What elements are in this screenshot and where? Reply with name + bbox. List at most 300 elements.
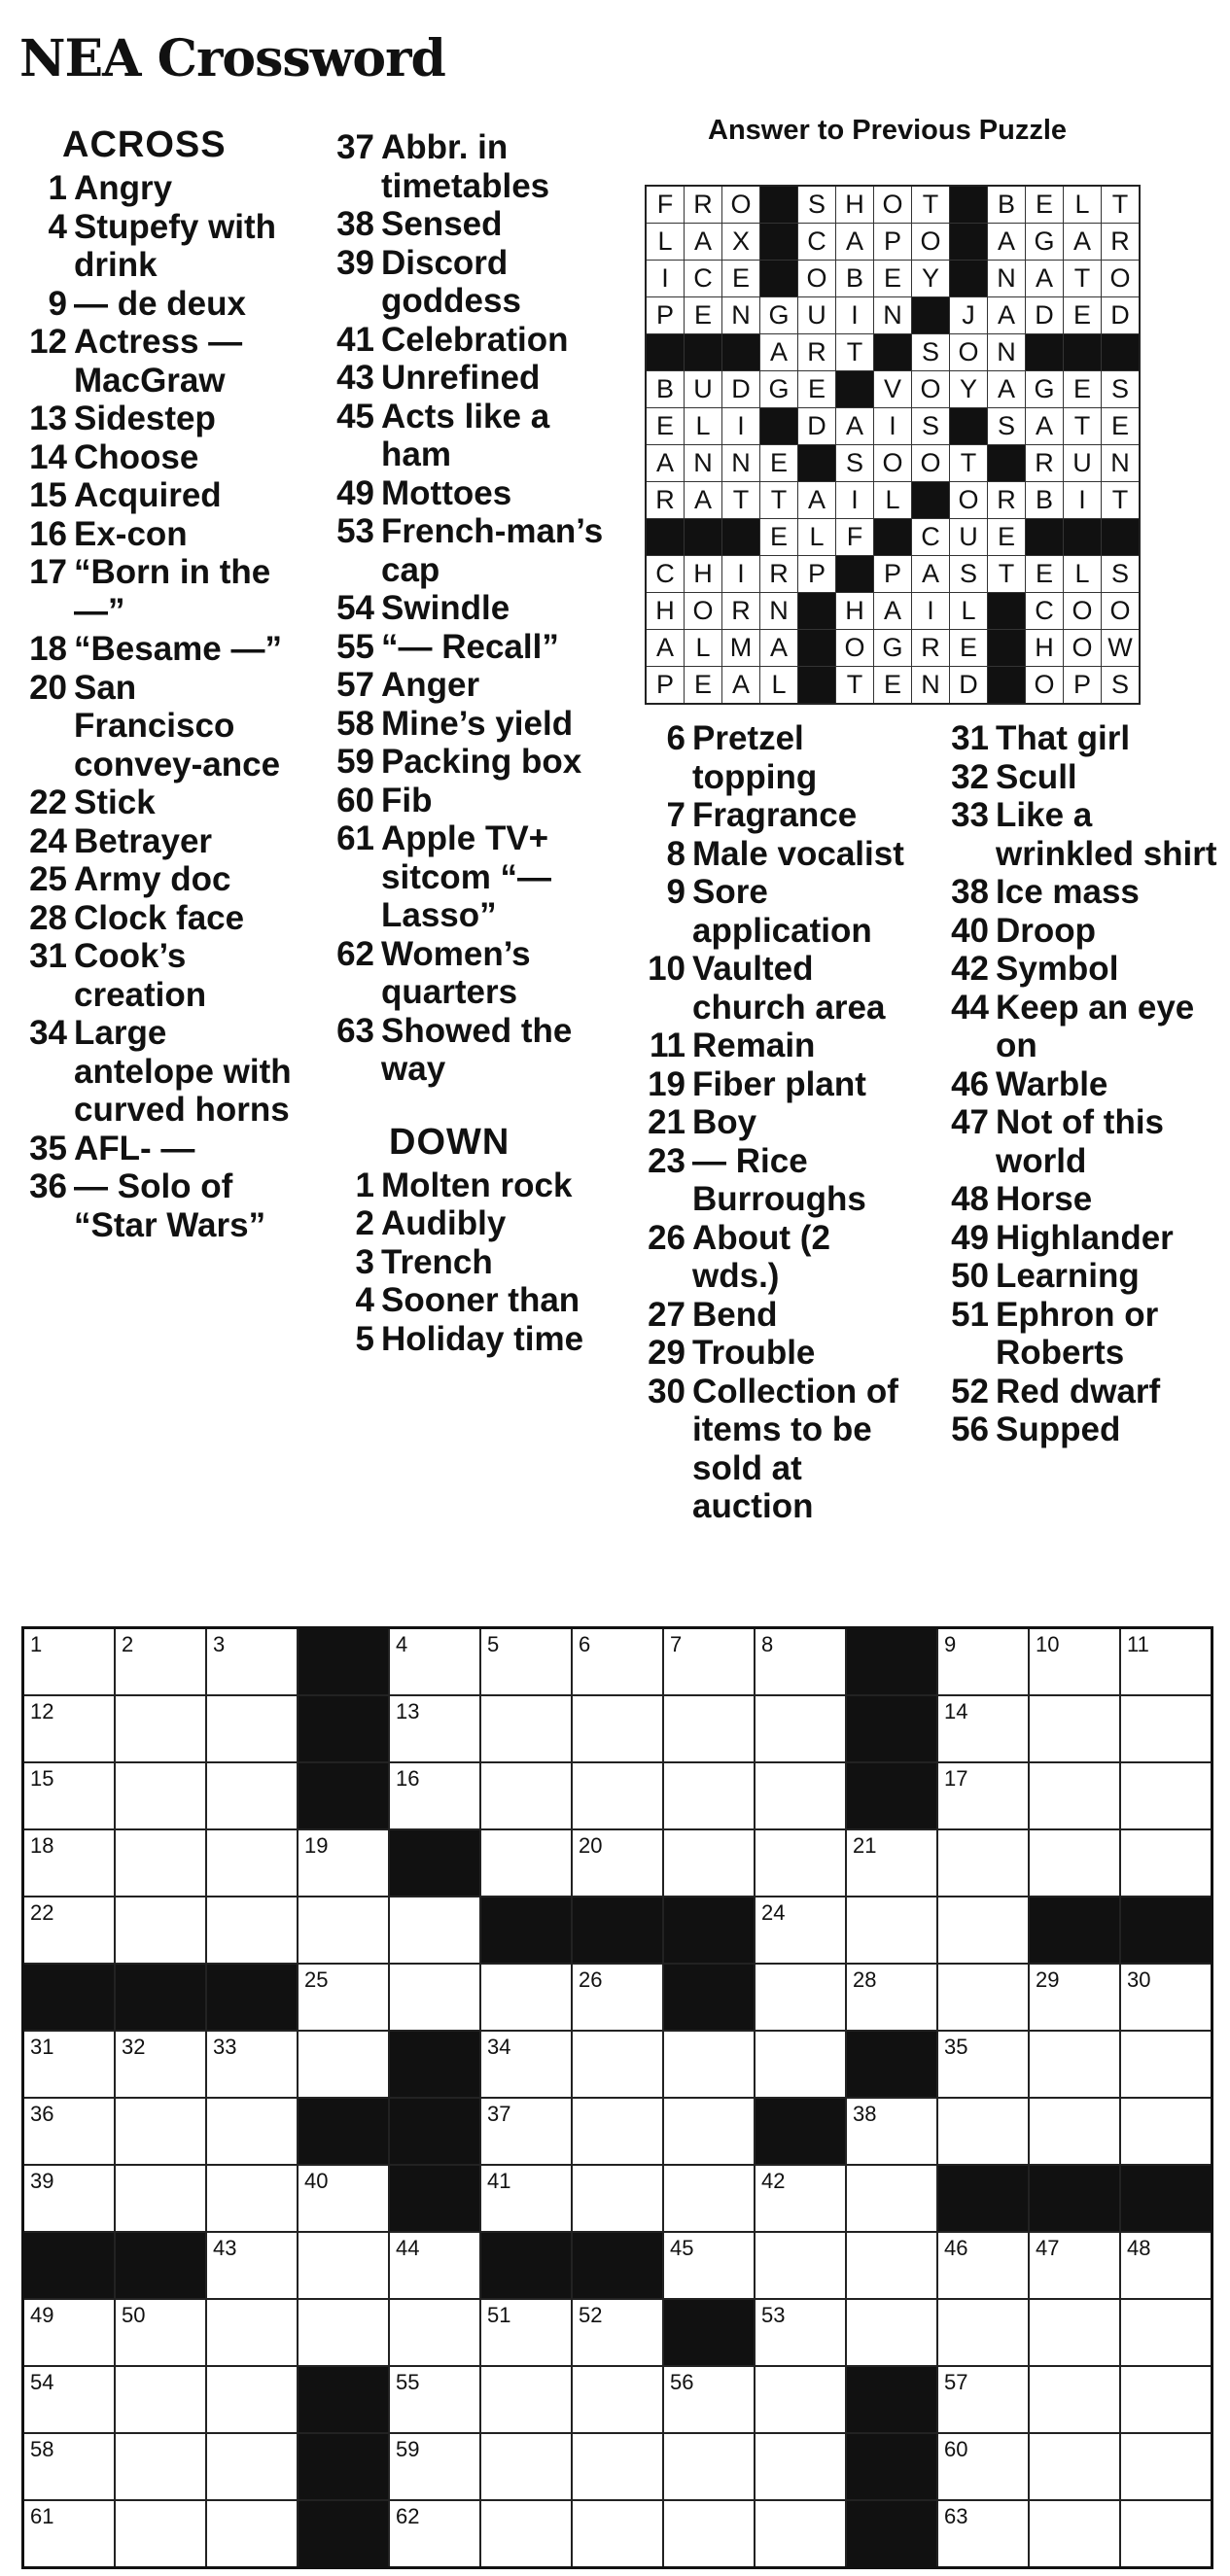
previous-answer-letter: N	[988, 334, 1026, 371]
grid-cell[interactable]	[846, 1964, 937, 2031]
grid-cell[interactable]	[755, 1897, 846, 1964]
grid-cell[interactable]	[206, 1628, 298, 1696]
cell-number: 47	[1036, 2236, 1060, 2260]
grid-cell[interactable]	[937, 2500, 1029, 2568]
previous-answer-letter: P	[874, 556, 912, 593]
grid-cell[interactable]	[937, 1762, 1029, 1829]
clue	[14, 169, 305, 208]
clue-text: Pretzel topping	[692, 719, 818, 796]
grid-cell[interactable]	[663, 2366, 755, 2433]
previous-black-square	[722, 519, 760, 556]
clue-text: Collection of items to be sold at auction	[692, 1372, 898, 1525]
previous-answer-letter: A	[798, 482, 836, 519]
previous-answer-letter: E	[1064, 297, 1102, 334]
clue-text: — de deux	[74, 284, 246, 323]
grid-cell[interactable]	[937, 1897, 1029, 1964]
previous-answer-letter: O	[1064, 593, 1102, 630]
grid-cell[interactable]	[663, 1628, 755, 1696]
grid-cell[interactable]	[1029, 1628, 1120, 1696]
black-square	[846, 2366, 937, 2433]
previous-answer-letter: O	[912, 445, 950, 482]
previous-answer-letter: X	[722, 224, 760, 261]
previous-answer-letter: E	[760, 519, 798, 556]
grid-cell[interactable]	[115, 1628, 206, 1696]
black-square	[389, 2098, 480, 2165]
grid-cell[interactable]	[389, 1964, 480, 2031]
grid-cell[interactable]	[389, 2433, 480, 2500]
previous-grid-row	[646, 519, 1140, 556]
clue-text: Army doc	[74, 860, 231, 898]
grid-cell[interactable]	[1120, 2366, 1212, 2433]
previous-answer-letter: B	[1026, 482, 1064, 519]
grid-cell[interactable]	[1029, 2232, 1120, 2299]
grid-cell[interactable]	[846, 1829, 937, 1897]
grid-cell[interactable]	[389, 1695, 480, 1762]
clue-number: 20	[29, 668, 67, 707]
grid-cell[interactable]	[846, 2232, 937, 2299]
previous-black-square	[1064, 519, 1102, 556]
previous-answer-letter: O	[1102, 593, 1141, 630]
grid-cell[interactable]	[937, 1964, 1029, 2031]
grid-cell[interactable]	[115, 2299, 206, 2366]
clue	[14, 208, 305, 285]
previous-answer-letter: A	[685, 224, 722, 261]
grid-cell[interactable]	[23, 2165, 116, 2232]
grid-cell[interactable]	[115, 2098, 206, 2165]
previous-answer-letter: C	[1026, 593, 1064, 630]
previous-answer-letter: T	[988, 556, 1026, 593]
previous-black-square	[912, 297, 950, 334]
grid-cell[interactable]	[480, 2366, 572, 2433]
grid-cell[interactable]	[755, 1695, 846, 1762]
clue	[321, 359, 613, 398]
previous-answer-letter: A	[836, 408, 874, 445]
grid-cell[interactable]	[480, 1628, 572, 1696]
grid-cell[interactable]	[298, 2165, 389, 2232]
previous-answer-letter: S	[836, 445, 874, 482]
black-square	[937, 2165, 1029, 2232]
previous-answer-letter: I	[836, 297, 874, 334]
grid-cell[interactable]	[755, 2165, 846, 2232]
clue-text: Ex-con	[74, 514, 188, 553]
grid-cell[interactable]	[755, 2500, 846, 2568]
clue-number: 63	[336, 1011, 374, 1050]
previous-answer-letter: H	[685, 556, 722, 593]
clue-number: 45	[336, 397, 374, 435]
clue	[632, 1065, 924, 1104]
grid-cell[interactable]	[480, 1695, 572, 1762]
grid-cell[interactable]	[755, 2031, 846, 2098]
previous-answer-letter: W	[1102, 630, 1141, 667]
grid-cell[interactable]	[1029, 2299, 1120, 2366]
grid-cell[interactable]	[298, 2299, 389, 2366]
previous-answer-letter: H	[646, 593, 685, 630]
grid-cell[interactable]	[572, 1695, 663, 1762]
clue-number: 1	[48, 169, 67, 207]
previous-answer-letter: E	[760, 445, 798, 482]
previous-answer-letter: N	[874, 297, 912, 334]
grid-row	[23, 2500, 1212, 2568]
grid-cell[interactable]	[572, 2031, 663, 2098]
clue-number: 16	[29, 514, 67, 553]
clue	[14, 515, 305, 554]
grid-cell[interactable]	[206, 2299, 298, 2366]
grid-cell[interactable]	[480, 2165, 572, 2232]
down-heading: DOWN	[389, 1121, 510, 1163]
clue-text: Unrefined	[381, 359, 541, 397]
grid-cell[interactable]	[23, 2500, 116, 2568]
clue-number: 23	[648, 1141, 685, 1180]
grid-cell[interactable]	[1029, 1829, 1120, 1897]
previous-answer-letter: L	[646, 224, 685, 261]
black-square	[1029, 1897, 1120, 1964]
previous-grid-row	[646, 334, 1140, 371]
grid-cell[interactable]	[206, 2366, 298, 2433]
grid-cell[interactable]	[663, 2433, 755, 2500]
grid-cell[interactable]	[23, 2299, 116, 2366]
previous-answer-letter: B	[988, 186, 1026, 224]
clue-number: 51	[951, 1295, 989, 1334]
grid-cell[interactable]	[23, 1628, 116, 1696]
clue-number: 30	[648, 1372, 685, 1410]
grid-cell[interactable]	[1029, 2500, 1120, 2568]
grid-cell[interactable]	[115, 1897, 206, 1964]
previous-answer-letter: B	[646, 371, 685, 408]
previous-answer-letter: H	[836, 186, 874, 224]
grid-cell[interactable]	[1120, 1964, 1212, 2031]
grid-cell[interactable]	[937, 2232, 1029, 2299]
grid-cell[interactable]	[389, 1897, 480, 1964]
grid-cell[interactable]	[115, 2433, 206, 2500]
clue	[321, 1320, 613, 1359]
grid-cell[interactable]	[389, 1628, 480, 1696]
grid-cell[interactable]	[480, 2299, 572, 2366]
grid-cell[interactable]	[937, 1829, 1029, 1897]
grid-cell[interactable]	[846, 2098, 937, 2165]
previous-grid-row	[646, 224, 1140, 261]
cell-number: 43	[213, 2236, 237, 2260]
grid-cell[interactable]	[1120, 1695, 1212, 1762]
grid-cell[interactable]	[115, 1829, 206, 1897]
previous-answer-letter: R	[798, 334, 836, 371]
cell-number: 16	[396, 1766, 420, 1791]
cell-number: 4	[396, 1632, 408, 1656]
previous-answer-letter: C	[685, 261, 722, 297]
grid-cell[interactable]	[937, 1695, 1029, 1762]
grid-cell[interactable]	[1120, 1762, 1212, 1829]
clue-text: Discord goddess	[381, 243, 521, 320]
grid-cell[interactable]	[937, 1628, 1029, 1696]
previous-answer-letter: I	[1064, 482, 1102, 519]
grid-cell[interactable]	[389, 1762, 480, 1829]
grid-cell[interactable]	[755, 2299, 846, 2366]
grid-row	[23, 2031, 1212, 2098]
previous-answer-letter: A	[836, 224, 874, 261]
black-square	[1120, 1897, 1212, 1964]
clue-text: Highlander	[996, 1218, 1174, 1257]
previous-answer-letter: E	[1026, 186, 1064, 224]
grid-cell[interactable]	[23, 1695, 116, 1762]
grid-cell[interactable]	[206, 2031, 298, 2098]
grid-cell[interactable]	[663, 2098, 755, 2165]
grid-cell[interactable]	[206, 1897, 298, 1964]
cell-number: 10	[1036, 1632, 1060, 1656]
grid-cell[interactable]	[115, 2031, 206, 2098]
clue-text: Bend	[692, 1295, 778, 1334]
previous-black-square	[950, 224, 988, 261]
previous-grid-row	[646, 445, 1140, 482]
grid-cell[interactable]	[755, 2366, 846, 2433]
clue	[14, 860, 305, 899]
grid-cell[interactable]	[1120, 2098, 1212, 2165]
previous-black-square	[798, 630, 836, 667]
cell-number: 13	[396, 1699, 420, 1723]
clue	[632, 796, 924, 835]
previous-answer-letter: N	[912, 667, 950, 705]
grid-cell[interactable]	[1029, 1964, 1120, 2031]
across-column-1	[14, 124, 305, 1244]
cell-number: 55	[396, 2370, 420, 2394]
grid-cell[interactable]	[23, 2366, 116, 2433]
grid-cell[interactable]	[1120, 1829, 1212, 1897]
previous-answer-letter: D	[798, 408, 836, 445]
clue-number: 4	[355, 1281, 374, 1319]
grid-cell[interactable]	[115, 2500, 206, 2568]
previous-answer-letter: C	[646, 556, 685, 593]
black-square	[846, 2031, 937, 2098]
grid-cell[interactable]	[1120, 2031, 1212, 2098]
cell-number: 25	[304, 1967, 329, 1992]
grid-cell[interactable]	[1029, 2098, 1120, 2165]
grid-cell[interactable]	[1029, 2366, 1120, 2433]
page-title: NEA Crossword	[19, 29, 445, 88]
clue-text: Acts like a ham	[381, 397, 550, 473]
grid-cell[interactable]	[480, 1829, 572, 1897]
grid-cell[interactable]	[572, 2433, 663, 2500]
grid-cell[interactable]	[480, 2098, 572, 2165]
grid-cell[interactable]	[23, 1829, 116, 1897]
previous-answer-letter: E	[685, 297, 722, 334]
grid-cell[interactable]	[663, 1695, 755, 1762]
clue-text: Celebration	[381, 320, 569, 359]
previous-answer-letter: E	[874, 667, 912, 705]
clue-text: About (2 wds.)	[692, 1218, 830, 1295]
grid-cell[interactable]	[115, 2165, 206, 2232]
clue-text: Remain	[692, 1027, 816, 1064]
clue-number: 17	[29, 553, 67, 591]
previous-answer-letter: L	[760, 667, 798, 705]
grid-cell[interactable]	[663, 2165, 755, 2232]
grid-cell[interactable]	[572, 1762, 663, 1829]
grid-row	[23, 1695, 1212, 1762]
grid-cell[interactable]	[572, 2366, 663, 2433]
grid-cell[interactable]	[298, 2031, 389, 2098]
clue	[321, 474, 613, 513]
grid-cell[interactable]	[846, 2165, 937, 2232]
previous-answer-letter: G	[1026, 371, 1064, 408]
grid-cell[interactable]	[480, 1762, 572, 1829]
clue	[14, 1014, 305, 1130]
grid-cell[interactable]	[23, 2098, 116, 2165]
grid-cell[interactable]	[389, 2500, 480, 2568]
grid-cell[interactable]	[1029, 2031, 1120, 2098]
previous-black-square	[950, 186, 988, 224]
previous-answer-letter: T	[760, 482, 798, 519]
grid-cell[interactable]	[1120, 2500, 1212, 2568]
previous-answer-letter: L	[874, 482, 912, 519]
grid-cell[interactable]	[480, 2500, 572, 2568]
grid-cell[interactable]	[1120, 2433, 1212, 2500]
clue-number: 26	[648, 1218, 685, 1257]
cell-number: 42	[761, 2169, 786, 2193]
grid-cell[interactable]	[572, 2098, 663, 2165]
grid-cell[interactable]	[1029, 2433, 1120, 2500]
grid-cell[interactable]	[298, 1897, 389, 1964]
grid-cell[interactable]	[572, 1964, 663, 2031]
grid-cell[interactable]	[23, 2031, 116, 2098]
grid-cell[interactable]	[572, 1628, 663, 1696]
grid-cell[interactable]	[480, 2433, 572, 2500]
grid-cell[interactable]	[663, 1829, 755, 1897]
previous-answer-letter: A	[988, 297, 1026, 334]
clue	[14, 783, 305, 822]
grid-cell[interactable]	[206, 2500, 298, 2568]
grid-cell[interactable]	[1120, 1628, 1212, 1696]
grid-cell[interactable]	[755, 2433, 846, 2500]
previous-grid-row	[646, 261, 1140, 297]
grid-cell[interactable]	[115, 1695, 206, 1762]
clue	[632, 1334, 924, 1373]
grid-cell[interactable]	[1120, 2299, 1212, 2366]
black-square	[115, 1964, 206, 2031]
clue-text: Mine’s yield	[381, 704, 574, 743]
grid-cell[interactable]	[755, 2232, 846, 2299]
clue-number: 2	[355, 1204, 374, 1242]
clue-number: 32	[951, 757, 989, 796]
previous-answer-letter: C	[912, 519, 950, 556]
cell-number: 29	[1036, 1967, 1060, 1992]
grid-cell[interactable]	[206, 1762, 298, 1829]
grid-cell[interactable]	[755, 1628, 846, 1696]
clue-number: 47	[951, 1103, 989, 1141]
grid-cell[interactable]	[298, 1829, 389, 1897]
clue-number: 5	[355, 1319, 374, 1358]
previous-answer-letter: I	[912, 593, 950, 630]
grid-cell[interactable]	[846, 1897, 937, 1964]
grid-cell[interactable]	[663, 1762, 755, 1829]
clue-number: 14	[29, 437, 67, 476]
black-square	[663, 1964, 755, 2031]
grid-cell[interactable]	[389, 2232, 480, 2299]
grid-cell[interactable]	[937, 2098, 1029, 2165]
previous-black-square	[646, 334, 685, 371]
grid-cell[interactable]	[23, 2433, 116, 2500]
cell-number: 52	[579, 2303, 603, 2327]
grid-cell[interactable]	[937, 2366, 1029, 2433]
grid-cell[interactable]	[755, 1762, 846, 1829]
previous-answer-letter: S	[950, 556, 988, 593]
previous-answer-letter: O	[912, 371, 950, 408]
grid-cell[interactable]	[846, 2299, 937, 2366]
clue-number: 12	[29, 323, 67, 361]
grid-cell[interactable]	[937, 2433, 1029, 2500]
grid-cell[interactable]	[206, 2165, 298, 2232]
grid-cell[interactable]	[663, 2500, 755, 2568]
clue-number: 41	[336, 320, 374, 359]
clue-text: “Born in the —”	[74, 553, 271, 630]
grid-cell[interactable]	[572, 2299, 663, 2366]
clue-number: 44	[951, 988, 989, 1027]
previous-answer-letter: S	[912, 334, 950, 371]
grid-cell[interactable]	[23, 1762, 116, 1829]
grid-cell[interactable]	[298, 1964, 389, 2031]
grid-cell[interactable]	[572, 1829, 663, 1897]
grid-cell[interactable]	[206, 2098, 298, 2165]
clue	[321, 705, 613, 744]
grid-cell[interactable]	[115, 1762, 206, 1829]
cell-number: 24	[761, 1900, 786, 1925]
grid-cell[interactable]	[937, 2299, 1029, 2366]
cell-number: 49	[30, 2303, 54, 2327]
clue-number: 6	[666, 719, 685, 757]
grid-cell[interactable]	[755, 1829, 846, 1897]
clue-text: Large antelope with curved horns	[74, 1014, 292, 1129]
grid-cell[interactable]	[663, 2232, 755, 2299]
clue-text: Actress — MacGraw	[74, 323, 243, 400]
grid-cell[interactable]	[206, 1829, 298, 1897]
previous-answer-letter: I	[646, 261, 685, 297]
previous-black-square	[685, 519, 722, 556]
clue-number: 48	[951, 1180, 989, 1218]
clue-number: 28	[29, 898, 67, 937]
down-clue-list	[935, 719, 1227, 1449]
grid-cell[interactable]	[572, 2165, 663, 2232]
grid-cell[interactable]	[389, 2366, 480, 2433]
grid-cell[interactable]	[937, 2031, 1029, 2098]
cell-number: 58	[30, 2437, 54, 2461]
grid-cell[interactable]	[298, 2232, 389, 2299]
clue-text: Sidestep	[74, 400, 216, 437]
clue-number: 3	[355, 1242, 374, 1281]
clue-text: “Besame —”	[74, 630, 282, 668]
grid-cell[interactable]	[572, 2500, 663, 2568]
grid-cell[interactable]	[206, 2433, 298, 2500]
cell-number: 60	[944, 2437, 968, 2461]
grid-cell[interactable]	[23, 1897, 116, 1964]
clue	[321, 743, 613, 782]
previous-grid-row	[646, 186, 1140, 224]
grid-cell[interactable]	[663, 2031, 755, 2098]
clue	[935, 1296, 1227, 1373]
clue-number: 31	[951, 719, 989, 757]
grid-cell[interactable]	[389, 2299, 480, 2366]
grid-cell[interactable]	[1029, 1762, 1120, 1829]
cell-number: 1	[30, 1632, 43, 1656]
previous-answer-letter: I	[836, 482, 874, 519]
previous-answer-letter: O	[950, 482, 988, 519]
grid-cell[interactable]	[206, 1695, 298, 1762]
grid-cell[interactable]	[1120, 2232, 1212, 2299]
grid-cell[interactable]	[480, 1964, 572, 2031]
cell-number: 59	[396, 2437, 420, 2461]
grid-cell[interactable]	[115, 2366, 206, 2433]
grid-cell[interactable]	[206, 2232, 298, 2299]
grid-cell[interactable]	[755, 1964, 846, 2031]
clue-text: Audibly	[381, 1204, 507, 1242]
grid-cell[interactable]	[480, 2031, 572, 2098]
previous-answer-letter: T	[836, 667, 874, 705]
grid-cell[interactable]	[1029, 1695, 1120, 1762]
